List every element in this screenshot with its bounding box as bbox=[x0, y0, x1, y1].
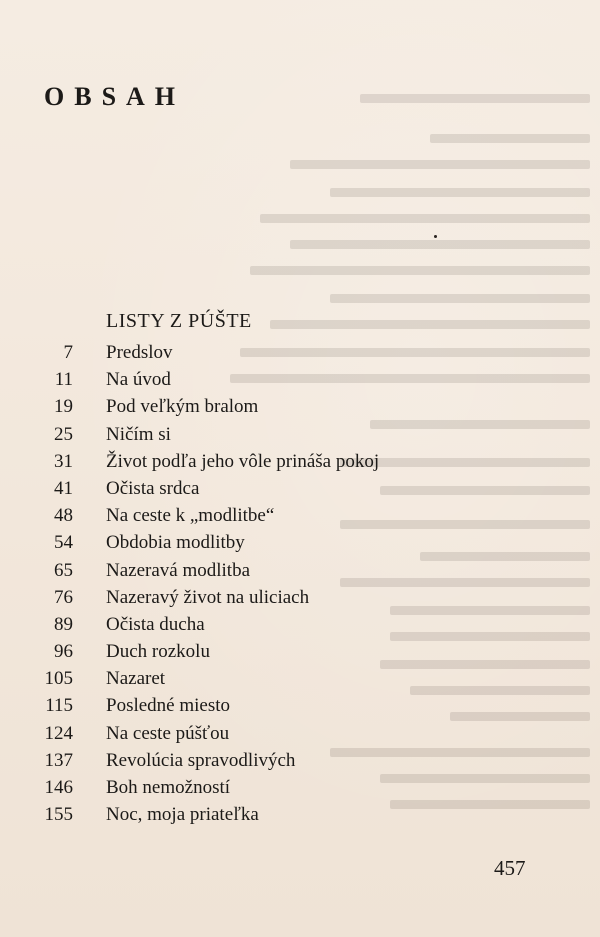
toc-entry bbox=[0, 638, 600, 665]
toc-page-number: 7 bbox=[63, 342, 73, 363]
toc-entry bbox=[0, 584, 600, 611]
toc-entry bbox=[0, 502, 600, 529]
toc-entry bbox=[0, 747, 600, 774]
toc-entry bbox=[0, 557, 600, 584]
toc-page-number: 65 bbox=[54, 559, 73, 581]
toc-entry bbox=[0, 421, 600, 448]
table-of-contents bbox=[0, 339, 600, 828]
toc-entry bbox=[0, 393, 600, 420]
toc-page-number: 89 bbox=[54, 613, 73, 635]
toc-entry bbox=[0, 692, 600, 719]
toc-entry bbox=[0, 529, 600, 556]
toc-entry bbox=[0, 339, 600, 366]
toc-entry-title: Duch rozkolu bbox=[106, 641, 210, 663]
toc-entry bbox=[0, 611, 600, 638]
toc-entry-title: Noc, moja priateľka bbox=[106, 804, 259, 826]
toc-page-number: 11 bbox=[54, 369, 73, 391]
toc-entry-title: Posledné miesto bbox=[106, 695, 231, 717]
stray-dot bbox=[434, 235, 437, 238]
toc-page-number: 19 bbox=[54, 396, 73, 418]
toc-page-number: 155 bbox=[44, 804, 73, 826]
toc-page-number: 54 bbox=[54, 532, 73, 554]
toc-entry-title: Ničím si bbox=[106, 423, 171, 445]
toc-entry bbox=[0, 801, 600, 828]
toc-entry-title: Pod veľkým bralom bbox=[106, 396, 259, 418]
toc-page-number: 41 bbox=[54, 477, 73, 499]
toc-page-number: 115 bbox=[45, 695, 73, 717]
toc-entry bbox=[0, 720, 600, 747]
toc-entry-title: Život podľa jeho vôle prináša pokoj bbox=[106, 450, 380, 472]
toc-entry bbox=[0, 448, 600, 475]
toc-entry-title: Obdobia modlitby bbox=[106, 532, 245, 554]
toc-page-number: 25 bbox=[54, 423, 73, 445]
page-title: OBSAH bbox=[44, 82, 186, 111]
toc-entry-title: Nazeravý život na uliciach bbox=[106, 586, 310, 608]
toc-entry-title: Revolúcia spravodlivých bbox=[106, 749, 296, 771]
toc-page-number: 146 bbox=[44, 777, 73, 798]
toc-page-number: 137 bbox=[44, 749, 73, 771]
toc-page-number: 124 bbox=[44, 722, 73, 744]
section-heading: LISTY Z PÚŠTE bbox=[106, 310, 252, 332]
toc-entry bbox=[0, 774, 600, 801]
toc-entry-title: Boh nemožností bbox=[106, 777, 231, 798]
toc-entry-title: Na ceste k „modlitbe“ bbox=[106, 505, 275, 527]
toc-entry-title: Očista srdca bbox=[106, 477, 200, 499]
toc-entry-title: Na úvod bbox=[106, 369, 171, 391]
toc-page-number: 48 bbox=[54, 505, 73, 527]
toc-entry-title: Predslov bbox=[106, 342, 173, 363]
toc-page-number: 76 bbox=[54, 586, 73, 608]
toc-entry bbox=[0, 475, 600, 502]
toc-entry bbox=[0, 665, 600, 692]
toc-entry bbox=[0, 366, 600, 393]
toc-entry-title: Na ceste púšťou bbox=[106, 722, 230, 744]
toc-page-number: 31 bbox=[54, 450, 73, 472]
toc-entry-title: Očista ducha bbox=[106, 613, 205, 635]
toc-entry-title: Nazeravá modlitba bbox=[106, 559, 251, 581]
toc-entry-title: Nazaret bbox=[106, 668, 166, 690]
page-number: 457 bbox=[494, 856, 526, 880]
toc-page-number: 96 bbox=[54, 641, 73, 663]
toc-page-number: 105 bbox=[44, 668, 73, 690]
